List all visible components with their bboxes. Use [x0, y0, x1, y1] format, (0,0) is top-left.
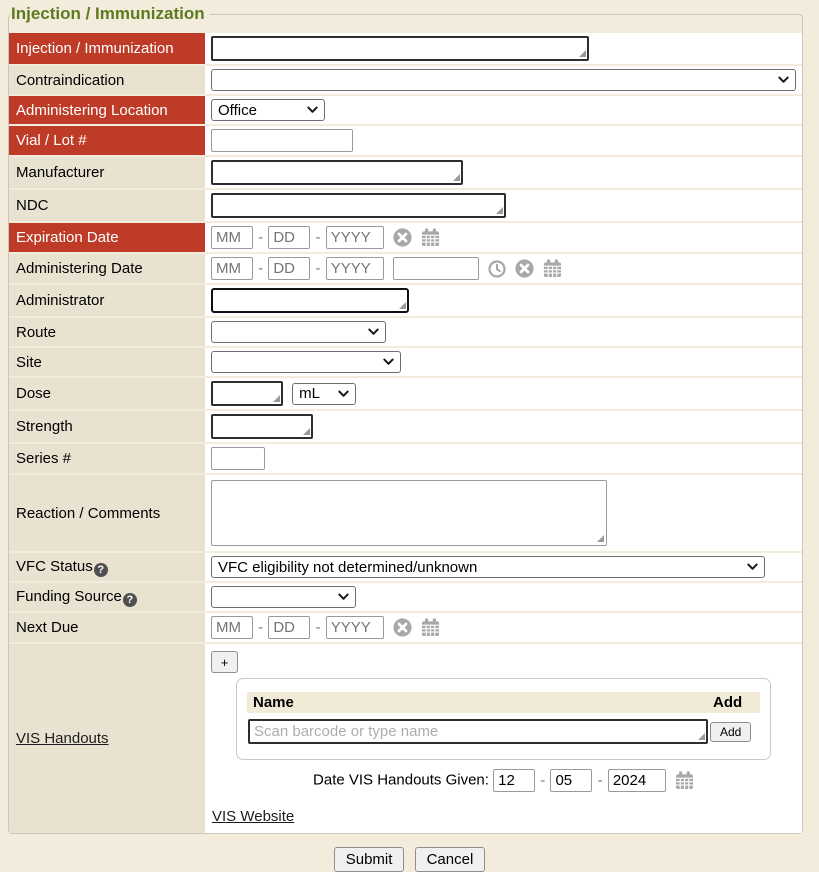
chevron-down-icon — [368, 328, 379, 336]
administering-location-select[interactable]: Office — [211, 99, 325, 121]
chevron-down-icon — [778, 76, 789, 84]
row-reaction — [9, 474, 802, 552]
expiration-mm-input[interactable] — [211, 226, 253, 249]
administering-time-input[interactable] — [393, 257, 479, 280]
help-icon[interactable]: ? — [94, 563, 108, 577]
field-label-vis-handouts — [9, 643, 205, 833]
vis-handouts-table — [247, 687, 760, 750]
row-administrator — [9, 284, 802, 317]
row-expiration-date: Expiration Date MM - DD - YYYY — [9, 222, 802, 253]
field-label-administering-date: Administering Date — [9, 253, 205, 284]
next-due-yyyy-input[interactable] — [326, 616, 384, 639]
field-label-administering-location: Administering Location — [9, 95, 205, 125]
vis-date-dd-input[interactable] — [550, 769, 592, 792]
chevron-down-icon — [383, 358, 394, 366]
field-label-injection: Injection / Immunization — [9, 33, 205, 65]
vis-handouts-panel — [236, 678, 771, 760]
reaction-comments-textarea[interactable] — [211, 480, 607, 546]
field-label-site: Site — [9, 347, 205, 377]
row-strength — [9, 410, 802, 443]
row-vial-lot — [9, 125, 802, 156]
row-manufacturer — [9, 156, 802, 189]
field-label-ndc: NDC — [9, 189, 205, 222]
calendar-icon[interactable] — [421, 618, 440, 637]
submit-button[interactable]: Submit — [334, 847, 405, 872]
field-label-contraindication: Contraindication — [9, 65, 205, 95]
field-label-administrator: Administrator — [9, 284, 205, 317]
series-input[interactable] — [211, 447, 265, 470]
help-icon[interactable]: ? — [123, 593, 137, 607]
row-administering-location — [9, 95, 802, 125]
vis-date-yyyy-input[interactable] — [608, 769, 666, 792]
field-label-funding-source: Funding Source ? — [9, 582, 205, 612]
vis-date-given-label: Date VIS Handouts Given: — [313, 771, 489, 789]
field-label-next-due: Next Due — [9, 612, 205, 643]
administrator-input[interactable] — [211, 288, 409, 313]
expiration-yyyy-input[interactable] — [326, 226, 384, 249]
injection-input[interactable] — [211, 36, 589, 61]
row-ndc — [9, 189, 802, 222]
vis-date-given-line: Date VIS Handouts Given: 12 - 05 - 2024 — [211, 769, 796, 792]
chevron-down-icon — [747, 563, 758, 571]
field-label-strength: Strength — [9, 410, 205, 443]
row-vis-handouts — [9, 643, 802, 833]
field-label-manufacturer: Manufacturer — [9, 156, 205, 189]
field-label-expiration-date: Expiration Date — [9, 222, 205, 253]
field-label-series: Series # — [9, 443, 205, 474]
chevron-down-icon — [307, 106, 318, 114]
row-contraindication — [9, 65, 802, 95]
field-label-route: Route — [9, 317, 205, 347]
site-select[interactable] — [211, 351, 401, 373]
calendar-icon[interactable] — [543, 259, 562, 278]
administering-mm-input[interactable] — [211, 257, 253, 280]
expiration-dd-input[interactable] — [268, 226, 310, 249]
dose-input[interactable] — [211, 381, 283, 406]
vis-handouts-link[interactable]: VIS Handouts — [16, 730, 109, 747]
field-label-dose: Dose — [9, 377, 205, 410]
vial-lot-input[interactable] — [211, 129, 353, 152]
row-dose — [9, 377, 802, 410]
vis-add-button[interactable]: Add — [710, 722, 751, 742]
form-actions — [0, 847, 819, 872]
administering-dd-input[interactable] — [268, 257, 310, 280]
injection-immunization-section — [8, 4, 803, 834]
clear-icon[interactable] — [393, 228, 412, 247]
calendar-icon[interactable] — [675, 771, 694, 790]
vis-add-header: Add — [709, 692, 760, 713]
form-grid — [9, 33, 802, 833]
row-funding-source — [9, 582, 802, 612]
contraindication-select[interactable] — [211, 69, 796, 91]
chevron-down-icon — [338, 593, 349, 601]
administering-yyyy-input[interactable] — [326, 257, 384, 280]
row-injection — [9, 33, 802, 65]
row-vfc-status — [9, 552, 802, 582]
ndc-input[interactable] — [211, 193, 506, 218]
clock-icon[interactable] — [488, 260, 506, 278]
next-due-dd-input[interactable] — [268, 616, 310, 639]
route-select[interactable] — [211, 321, 386, 343]
clear-icon[interactable] — [515, 259, 534, 278]
field-label-reaction: Reaction / Comments — [9, 474, 205, 552]
row-route — [9, 317, 802, 347]
vfc-status-select[interactable]: VFC eligibility not determined/unknown — [211, 556, 765, 578]
dose-unit-select[interactable]: mL — [292, 383, 356, 405]
vis-date-mm-input[interactable] — [493, 769, 535, 792]
expand-vis-button[interactable]: + — [211, 651, 238, 673]
funding-source-select[interactable] — [211, 586, 356, 608]
row-site — [9, 347, 802, 377]
page-title: Injection / Immunization — [11, 4, 205, 23]
calendar-icon[interactable] — [421, 228, 440, 247]
vis-scan-input[interactable] — [248, 719, 708, 744]
row-administering-date: Administering Date MM - DD - YYYY — [9, 253, 802, 284]
row-next-due: Next Due MM - DD - YYYY — [9, 612, 802, 643]
row-series — [9, 443, 802, 474]
clear-icon[interactable] — [393, 618, 412, 637]
vis-website-link[interactable]: VIS Website — [212, 808, 295, 825]
chevron-down-icon — [338, 390, 349, 398]
manufacturer-input[interactable] — [211, 160, 463, 185]
strength-input[interactable] — [211, 414, 313, 439]
next-due-mm-input[interactable] — [211, 616, 253, 639]
cancel-button[interactable]: Cancel — [415, 847, 486, 872]
field-label-vfc-status: VFC Status ? — [9, 552, 205, 582]
vis-name-header: Name — [247, 692, 709, 713]
field-label-vial-lot: Vial / Lot # — [9, 125, 205, 156]
